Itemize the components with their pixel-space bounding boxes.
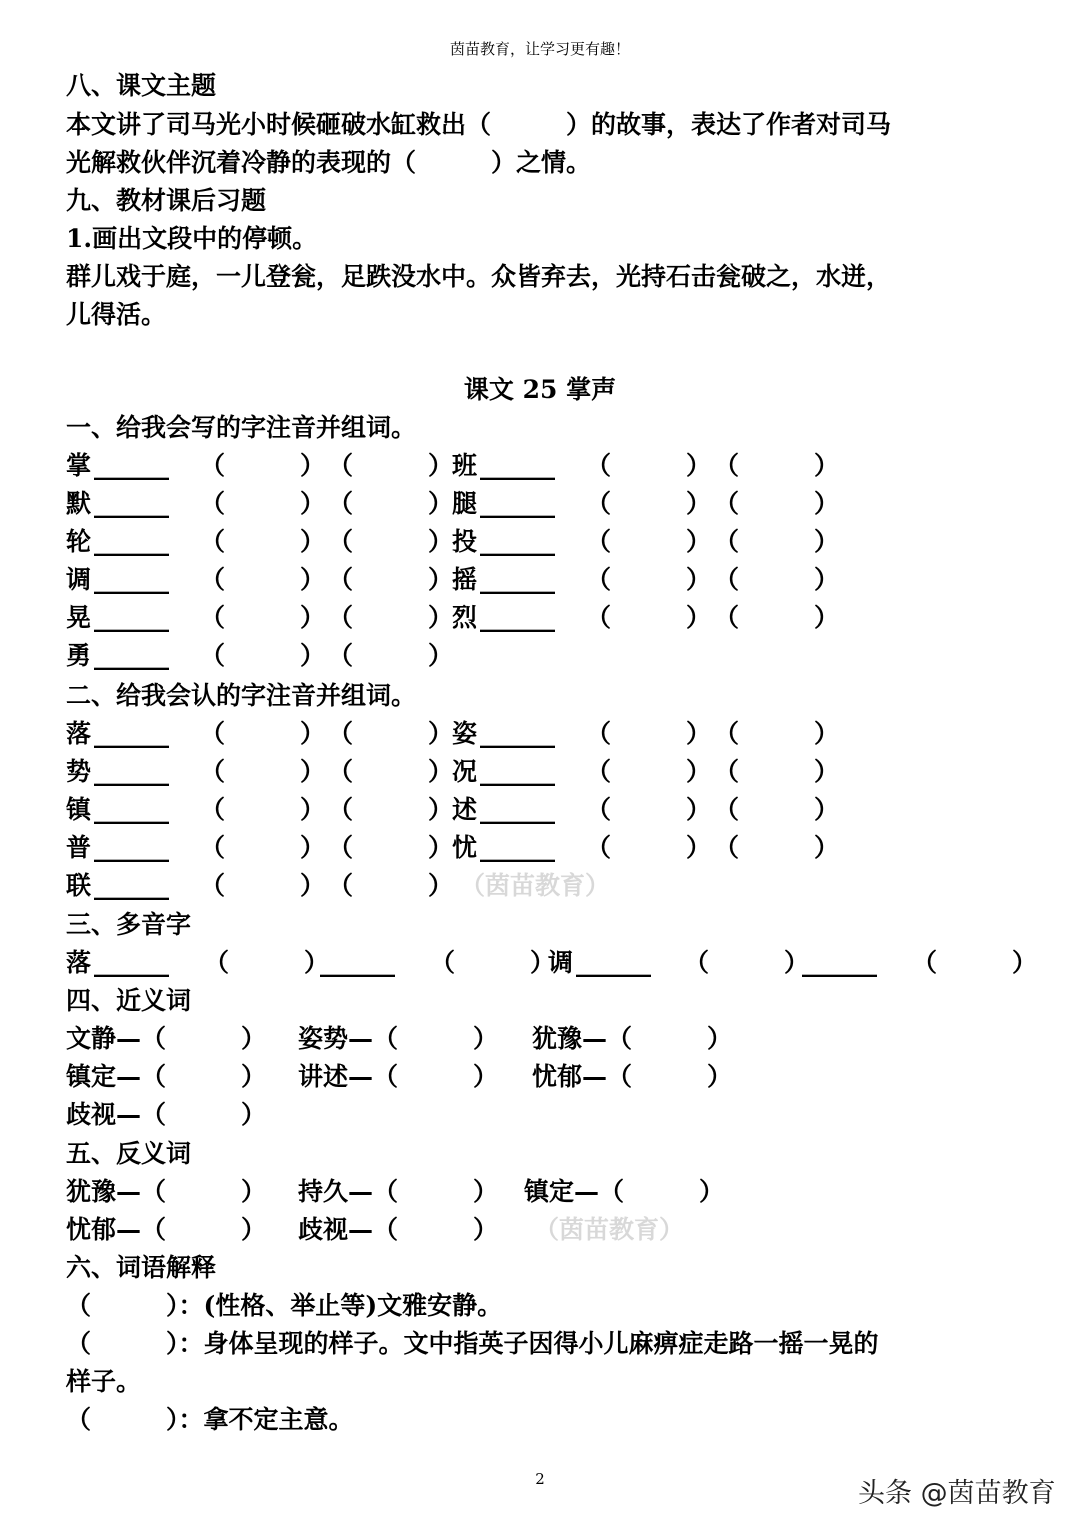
section8-title: 八、课文主题 [66, 71, 217, 100]
char: 班 [452, 451, 478, 480]
brand-watermark: 头条 @茵苗教育 [858, 1478, 1056, 1509]
blank-parens: （ ） [328, 641, 454, 670]
blank-parens: —（ ） [348, 1177, 499, 1206]
blank-parens: （ ） [200, 795, 326, 824]
blank: ______ [94, 527, 169, 556]
blank-parens: —（ ） [348, 1024, 499, 1053]
blank: ______ [802, 948, 877, 977]
word: 歧视 [298, 1215, 349, 1244]
page-header: 茵苗教育，让学习更有趣！ [449, 40, 630, 58]
blank-parens: —（ ） [348, 1215, 499, 1244]
word-row [66, 1176, 1026, 1208]
section5-title: 五、反义词 [66, 1139, 192, 1168]
word: 姿势 [298, 1024, 349, 1053]
blank-parens: （ ） [430, 948, 556, 977]
blank: ______ [94, 871, 169, 900]
blank-parens: （ ） [204, 948, 330, 977]
blank-parens: （ ） [912, 948, 1038, 977]
char: 忧 [452, 833, 478, 862]
blank-parens: —（ ） [574, 1177, 725, 1206]
blank-parens: （ ） [328, 833, 454, 862]
blank: ______ [94, 833, 169, 862]
char-row [66, 602, 1026, 634]
word: 歧视 [66, 1100, 117, 1129]
blank-parens: （ ） [328, 527, 454, 556]
section9-title: 九、教材课后习题 [66, 186, 267, 215]
blank-parens: （ ） [714, 757, 840, 786]
char: 况 [452, 757, 478, 786]
polyphone-row [66, 947, 1038, 979]
word: 镇定 [524, 1177, 575, 1206]
blank: ______ [320, 948, 395, 977]
char: 摇 [452, 565, 478, 594]
question1-text-line2: 儿得活。 [66, 300, 167, 329]
blank-parens: （ ） [586, 833, 712, 862]
blank-parens: （ ） [714, 719, 840, 748]
blank-parens: （ ） [586, 603, 712, 632]
char: 落 [66, 719, 92, 748]
watermark-text: （茵苗教育） [460, 871, 611, 900]
char-row [66, 832, 1026, 864]
blank-parens: （ ） [586, 757, 712, 786]
char-row [66, 756, 1026, 788]
blank-parens: （ ） [714, 451, 840, 480]
char-row [66, 526, 1026, 558]
blank: ______ [94, 451, 169, 480]
blank-parens: （ ） [328, 565, 454, 594]
blank: ______ [94, 489, 169, 518]
question1: 1.画出文段中的停顿。 [66, 224, 318, 253]
char-row [66, 640, 1026, 672]
blank-parens: （ ） [714, 603, 840, 632]
blank: ______ [480, 489, 555, 518]
word: 镇定 [66, 1062, 117, 1091]
word: 忧郁 [66, 1215, 117, 1244]
char: 掌 [66, 451, 92, 480]
section4-title: 四、近义词 [66, 986, 192, 1015]
blank-parens: （ ） [328, 489, 454, 518]
blank: ______ [480, 795, 555, 824]
char: 勇 [66, 641, 92, 670]
char: 普 [66, 833, 92, 862]
char-row [66, 870, 1026, 902]
char-row [66, 794, 1026, 826]
char: 腿 [452, 489, 478, 518]
definition-2-line2: 样子。 [66, 1367, 142, 1396]
polyphone-char: 落 [66, 948, 92, 977]
blank-parens: （ ） [684, 948, 810, 977]
blank-parens: （ ） [200, 757, 326, 786]
blank-parens: （ ） [200, 719, 326, 748]
word: 持久 [298, 1177, 349, 1206]
lesson-title: 课文 25 掌声 [463, 375, 617, 404]
char-row [66, 488, 1026, 520]
blank-parens: （ ） [328, 603, 454, 632]
question1-text-line1: 群儿戏于庭，一儿登瓮，足跌没水中。众皆弃去，光持石击瓮破之，水迸， [66, 262, 892, 291]
blank-parens: —（ ） [116, 1062, 267, 1091]
blank-parens: （ ） [200, 833, 326, 862]
blank-parens: （ ） [328, 871, 454, 900]
blank: ______ [94, 719, 169, 748]
word-row [66, 1214, 1026, 1246]
blank-parens: （ ） [328, 719, 454, 748]
char: 晃 [66, 603, 92, 632]
blank-parens: —（ ） [116, 1100, 267, 1129]
polyphone-char: 调 [548, 948, 574, 977]
blank-parens: （ ） [200, 451, 326, 480]
blank-parens: （ ） [714, 565, 840, 594]
blank-parens: （ ） [200, 489, 326, 518]
definition-3: （ ）：拿不定主意。 [66, 1405, 354, 1434]
section6-title: 六、词语解释 [66, 1253, 217, 1282]
blank-parens: —（ ） [116, 1215, 267, 1244]
char: 述 [452, 795, 478, 824]
word-row [66, 1023, 1026, 1055]
blank-parens: —（ ） [348, 1062, 499, 1091]
char: 调 [66, 565, 92, 594]
char: 联 [66, 871, 92, 900]
char: 投 [452, 527, 478, 556]
section8-line2: 光解救伙伴沉着冷静的表现的（ ）之情。 [66, 148, 592, 177]
blank: ______ [480, 565, 555, 594]
blank: ______ [94, 641, 169, 670]
blank-parens: —（ ） [116, 1024, 267, 1053]
page-number: 2 [535, 1470, 545, 1488]
section2-title: 二、给我会认的字注音并组词。 [66, 681, 417, 710]
blank: ______ [480, 451, 555, 480]
char: 镇 [66, 795, 92, 824]
char: 轮 [66, 527, 92, 556]
watermark-text: （茵苗教育） [534, 1215, 685, 1244]
blank: ______ [94, 757, 169, 786]
char: 姿 [452, 719, 478, 748]
blank-parens: （ ） [714, 489, 840, 518]
blank-parens: （ ） [714, 527, 840, 556]
blank-parens: （ ） [328, 451, 454, 480]
char: 默 [66, 489, 92, 518]
blank-parens: （ ） [714, 795, 840, 824]
blank-parens: （ ） [328, 757, 454, 786]
blank: ______ [480, 757, 555, 786]
word-row [66, 1061, 1026, 1093]
char: 势 [66, 757, 92, 786]
word: 讲述 [298, 1062, 349, 1091]
definition-2-line1: （ ）：身体呈现的样子。文中指英子因得小儿麻痹症走路一摇一晃的 [66, 1329, 879, 1358]
blank-parens: （ ） [586, 795, 712, 824]
blank: ______ [94, 603, 169, 632]
word: 文静 [66, 1024, 117, 1053]
word-row [66, 1099, 1026, 1131]
blank: ______ [576, 948, 651, 977]
blank-parens: （ ） [200, 871, 326, 900]
section3-title: 三、多音字 [66, 910, 192, 939]
blank-parens: —（ ） [116, 1177, 267, 1206]
section1-title: 一、给我会写的字注音并组词。 [66, 413, 417, 442]
blank: ______ [480, 603, 555, 632]
blank-parens: （ ） [586, 451, 712, 480]
definition-1: （ ）：(性格、举止等)文雅安静。 [66, 1291, 503, 1320]
blank-parens: （ ） [200, 565, 326, 594]
blank-parens: （ ） [714, 833, 840, 862]
char: 烈 [452, 603, 478, 632]
blank: ______ [94, 948, 169, 977]
blank: ______ [94, 565, 169, 594]
char-row [66, 564, 1026, 596]
blank-parens: （ ） [200, 603, 326, 632]
blank-parens: —（ ） [582, 1024, 733, 1053]
blank: ______ [480, 833, 555, 862]
char-row [66, 718, 1026, 750]
word: 犹豫 [532, 1024, 583, 1053]
blank-parens: （ ） [328, 795, 454, 824]
blank-parens: （ ） [586, 565, 712, 594]
blank-parens: （ ） [200, 641, 326, 670]
blank: ______ [480, 719, 555, 748]
blank-parens: （ ） [200, 527, 326, 556]
blank: ______ [94, 795, 169, 824]
blank-parens: （ ） [586, 489, 712, 518]
blank-parens: —（ ） [582, 1062, 733, 1091]
word: 犹豫 [66, 1177, 117, 1206]
section8-line1: 本文讲了司马光小时候砸破水缸救出（ ）的故事，表达了作者对司马 [66, 110, 892, 139]
char-row [66, 450, 1026, 482]
word: 忧郁 [532, 1062, 583, 1091]
blank-parens: （ ） [586, 527, 712, 556]
blank-parens: （ ） [586, 719, 712, 748]
blank: ______ [480, 527, 555, 556]
